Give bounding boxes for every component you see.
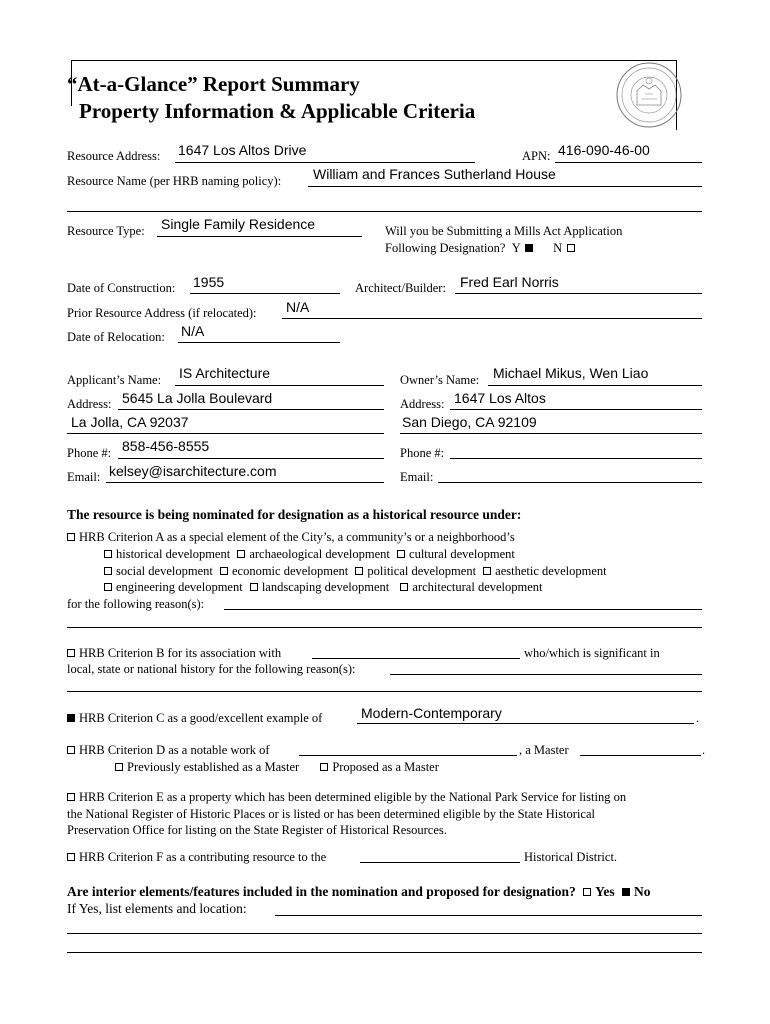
title-line-2: Property Information & Applicable Criteria	[79, 99, 476, 123]
mills-yes-checkbox[interactable]	[525, 244, 533, 252]
apn-value[interactable]: 416-090-46-00	[558, 142, 650, 158]
applicant-name-label: Applicant’s Name:	[67, 373, 162, 387]
criterion-f-text-2: Historical District.	[524, 850, 618, 864]
resource-type-value[interactable]: Single Family Residence	[161, 216, 316, 232]
interior-yes-label: Yes	[595, 884, 615, 899]
interior-list-line	[275, 915, 702, 916]
resource-name-line	[308, 186, 702, 187]
proposed-master-label: Proposed as a Master	[332, 760, 439, 774]
criterion-d-work-line	[299, 755, 517, 756]
applicant-email-line	[106, 482, 384, 483]
checkbox-political-development[interactable]	[355, 567, 363, 575]
owner-address-line-2	[400, 433, 702, 434]
date-relocation-value[interactable]: N/A	[181, 323, 205, 339]
interior-list-line-2	[67, 933, 702, 934]
applicant-name-line	[175, 385, 384, 386]
owner-email-label: Email:	[400, 470, 434, 484]
prior-address-value[interactable]: N/A	[286, 299, 310, 315]
criterion-d	[67, 743, 270, 758]
owner-name-line	[488, 385, 702, 386]
date-construction-value[interactable]: 1955	[193, 274, 225, 290]
applicant-address-value-2[interactable]: La Jolla, CA 92037	[71, 414, 189, 430]
interior-no-checkbox[interactable]	[622, 888, 630, 896]
label-cultural-development: cultural development	[409, 547, 515, 561]
city-seal-icon	[615, 61, 683, 129]
resource-address-value[interactable]: 1647 Los Altos Drive	[178, 142, 307, 158]
checkbox-historical-development[interactable]	[104, 550, 112, 558]
criterion-d-period: .	[702, 743, 706, 757]
owner-address-line	[450, 409, 702, 410]
criterion-d-text-2: , a Master	[519, 743, 569, 757]
criterion-a-reasons-line-2	[67, 627, 702, 628]
mills-act-line-1: Will you be Submitting a Mills Act Application	[385, 224, 623, 238]
label-aesthetic-development: aesthetic development	[495, 564, 607, 578]
criterion-c-checkbox[interactable]	[67, 714, 75, 722]
page-title	[67, 71, 475, 125]
criterion-b-reasons-line	[390, 674, 702, 675]
interior-no-label: No	[634, 884, 651, 899]
checkbox-architectural-development[interactable]	[400, 583, 408, 591]
applicant-address-value-1[interactable]: 5645 La Jolla Boulevard	[122, 390, 273, 406]
header-top-rule	[71, 60, 677, 61]
criterion-c	[67, 711, 322, 726]
apn-label: APN:	[522, 149, 551, 163]
applicant-email-label: Email:	[67, 470, 101, 484]
label-landscaping-development: landscaping development	[261, 580, 390, 594]
criterion-a-text: HRB Criterion A as a special element of the City’s, a community’s or a neighborhood’s	[79, 530, 515, 544]
resource-address-line	[175, 162, 475, 163]
title-line-1: “At-a-Glance” Report Summary	[67, 72, 360, 96]
label-economic-development: economic development	[231, 564, 349, 578]
checkbox-social-development[interactable]	[104, 567, 112, 575]
label-architectural-development: architectural development	[412, 580, 543, 594]
label-engineering-development: engineering development	[116, 580, 243, 594]
applicant-email-value[interactable]: kelsey@isarchitecture.com	[109, 463, 277, 479]
criterion-b-text: HRB Criterion B for its association with	[79, 646, 282, 660]
apn-line	[555, 162, 702, 163]
resource-name-label: Resource Name (per HRB naming policy):	[67, 174, 282, 188]
criterion-f-district-line	[360, 862, 520, 863]
interior-list-label: If Yes, list elements and location:	[67, 901, 247, 916]
criterion-b-association-line	[312, 658, 520, 659]
previously-established-master-checkbox[interactable]	[115, 763, 123, 771]
owner-name-value[interactable]: Michael Mikus, Wen Liao	[493, 365, 649, 381]
criterion-a-options-row-1	[104, 547, 515, 562]
criterion-d-options	[115, 760, 439, 775]
applicant-phone-value[interactable]: 858-456-8555	[122, 438, 210, 454]
label-political-development: political development	[367, 564, 477, 578]
applicant-address-line	[118, 409, 384, 410]
date-construction-label: Date of Construction:	[67, 281, 176, 295]
criterion-a-reasons-label: for the following reason(s):	[67, 597, 205, 611]
owner-address-label: Address:	[400, 397, 445, 411]
criterion-e-line-1	[67, 789, 626, 806]
mills-yes-label: Y	[511, 241, 521, 255]
criterion-e	[67, 789, 626, 839]
resource-name-value[interactable]: William and Frances Sutherland House	[313, 166, 556, 182]
owner-address-value-2[interactable]: San Diego, CA 92109	[402, 414, 537, 430]
previously-established-master-label: Previously established as a Master	[127, 760, 300, 774]
prior-address-line	[282, 318, 702, 319]
owner-phone-line	[450, 458, 702, 459]
criterion-a-options-row-2	[104, 564, 607, 579]
label-historical-development: historical development	[116, 547, 231, 561]
criterion-e-line-3: Preservation Office for listing on the State Register of Historical Resources.	[67, 823, 447, 837]
owner-address-value-1[interactable]: 1647 Los Altos	[454, 390, 546, 406]
applicant-phone-label: Phone #:	[67, 446, 112, 460]
checkbox-archaeological-development[interactable]	[237, 550, 245, 558]
proposed-master-checkbox[interactable]	[320, 763, 328, 771]
criterion-a-reasons-line	[224, 609, 702, 610]
criterion-b-checkbox[interactable]	[67, 649, 75, 657]
applicant-address-line-2	[67, 433, 384, 434]
criterion-f-checkbox[interactable]	[67, 853, 75, 861]
criterion-d-master-line	[580, 755, 701, 756]
applicant-name-value[interactable]: IS Architecture	[179, 365, 271, 381]
criterion-b-text-2: who/which is significant in	[524, 646, 660, 660]
mills-no-label: N	[553, 241, 563, 255]
criterion-e-text-1: HRB Criterion E as a property which has been determined eligible by the National Park Service for listing on	[79, 790, 627, 804]
resource-name-continuation-line	[67, 211, 702, 212]
criterion-f	[67, 850, 326, 865]
criterion-e-checkbox[interactable]	[67, 793, 75, 801]
checkbox-economic-development[interactable]	[220, 567, 228, 575]
interior-question-text: Are interior elements/features included in the nomination and proposed for designation?	[67, 884, 576, 899]
criterion-c-line	[357, 723, 694, 724]
criterion-c-period: .	[696, 711, 700, 725]
mills-act-question	[385, 223, 622, 257]
checkbox-engineering-development[interactable]	[104, 583, 112, 591]
prior-address-label: Prior Resource Address (if relocated):	[67, 306, 257, 320]
date-relocation-label: Date of Relocation:	[67, 330, 165, 344]
criterion-c-text: HRB Criterion C as a good/excellent example of	[79, 711, 323, 725]
criterion-a	[67, 530, 515, 545]
criterion-b-reasons-line-2	[67, 691, 702, 692]
interior-question	[67, 884, 651, 900]
criterion-a-checkbox[interactable]	[67, 533, 75, 541]
label-archaeological-development: archaeological development	[249, 547, 390, 561]
mills-act-line-2	[385, 240, 622, 257]
criterion-f-text: HRB Criterion F as a contributing resource to the	[79, 850, 327, 864]
checkbox-aesthetic-development[interactable]	[483, 567, 491, 575]
mills-act-line-2-text: Following Designation?	[385, 241, 506, 255]
criterion-d-checkbox[interactable]	[67, 746, 75, 754]
owner-email-line	[438, 482, 702, 483]
checkbox-landscaping-development[interactable]	[250, 583, 258, 591]
resource-type-label: Resource Type:	[67, 224, 145, 238]
resource-address-label: Resource Address:	[67, 149, 161, 163]
applicant-phone-line	[118, 458, 384, 459]
architect-label: Architect/Builder:	[355, 281, 446, 295]
owner-phone-label: Phone #:	[400, 446, 445, 460]
mills-no-checkbox[interactable]	[567, 244, 575, 252]
date-construction-line	[190, 293, 340, 294]
interior-yes-checkbox[interactable]	[583, 888, 591, 896]
criterion-b	[67, 646, 281, 661]
resource-type-line	[157, 236, 362, 237]
interior-list-line-3	[67, 952, 702, 953]
applicant-address-label: Address:	[67, 397, 112, 411]
criterion-c-value[interactable]: Modern-Contemporary	[361, 705, 502, 721]
architect-value[interactable]: Fred Earl Norris	[460, 274, 559, 290]
label-social-development: social development	[116, 564, 213, 578]
checkbox-cultural-development[interactable]	[397, 550, 405, 558]
owner-name-label: Owner’s Name:	[400, 373, 480, 387]
criterion-d-text: HRB Criterion D as a notable work of	[79, 743, 270, 757]
criterion-a-options-row-3	[104, 580, 543, 595]
date-relocation-line	[178, 342, 340, 343]
criterion-e-line-2: the National Register of Historic Places or is listed or has been determined eligible by the State Historical	[67, 806, 595, 821]
criteria-heading: The resource is being nominated for designation as a historical resource under:	[67, 507, 522, 522]
criterion-b-text-3: local, state or national history for the following reason(s):	[67, 662, 356, 676]
architect-line	[455, 293, 702, 294]
